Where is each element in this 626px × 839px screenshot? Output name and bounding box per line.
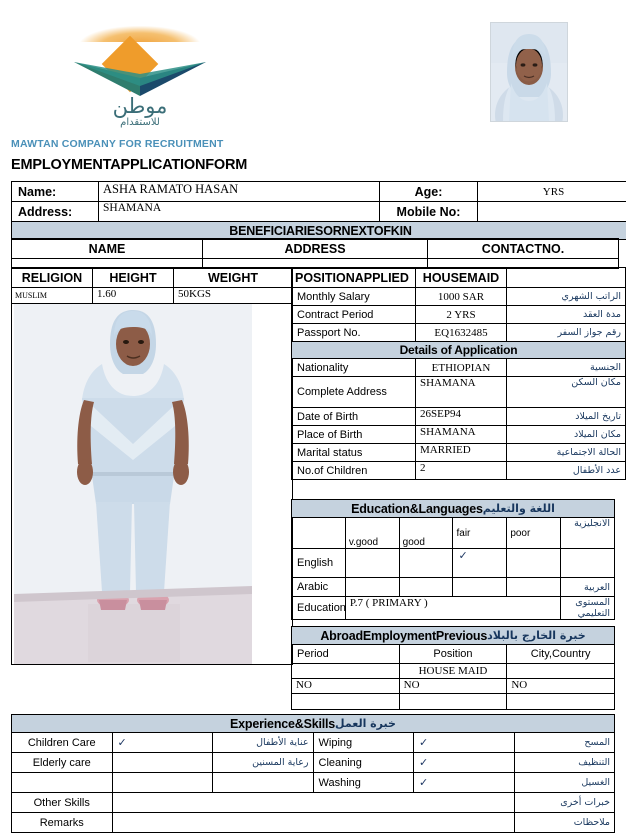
skills-band-ar: خبرة العمل <box>335 717 396 730</box>
beneficiary-col-contact: CONTACTNO. <box>428 239 619 259</box>
weight-value[interactable]: 50KGS <box>174 288 293 304</box>
mobile-label: Mobile No: <box>380 202 478 222</box>
logo-chevron-icon <box>72 56 208 96</box>
address-label: Address: <box>12 202 99 222</box>
wiping-label: Wiping <box>313 733 414 753</box>
place-of-birth-value[interactable]: SHAMANA <box>416 426 507 444</box>
passport-no-row <box>292 324 626 342</box>
abroad-row-3 <box>292 694 615 710</box>
skill-blank-check[interactable] <box>112 773 213 793</box>
mobile-value[interactable] <box>478 202 626 222</box>
passport-no-value[interactable]: EQ1632485 <box>416 324 507 342</box>
skills-band-en: Experience&Skills <box>230 716 336 731</box>
rating-header-row <box>292 518 615 549</box>
education-band-en: Education&Languages <box>351 501 483 516</box>
abroad-position-1[interactable]: HOUSE MAID <box>399 664 507 679</box>
monthly-salary-label: Monthly Salary <box>292 288 416 306</box>
other-skills-label: Other Skills <box>12 793 113 813</box>
experience-skills-table <box>11 714 615 833</box>
skills-band-row <box>12 715 615 733</box>
education-level-row <box>292 597 615 620</box>
place-of-birth-label: Place of Birth <box>292 426 416 444</box>
full-body-photo-cell <box>12 304 293 665</box>
contract-period-row <box>292 306 626 324</box>
date-of-birth-value[interactable]: 26SEP94 <box>416 408 507 426</box>
skills-band <box>12 715 615 733</box>
age-label: Age: <box>380 182 478 202</box>
details-band-row <box>292 342 626 359</box>
education-languages-table <box>291 499 615 620</box>
skills-row-3 <box>12 773 615 793</box>
applicant-photo-head <box>490 22 568 122</box>
position-applied-value[interactable]: HOUSEMAID <box>416 268 507 288</box>
arabic-row <box>292 578 615 597</box>
abroad-col-position: Position <box>399 645 507 664</box>
monthly-salary-arabic: الراتب الشهري <box>507 288 626 306</box>
religion-value[interactable]: MUSLIM <box>12 288 93 304</box>
marital-status-label: Marital status <box>292 444 416 462</box>
abroad-position-2[interactable]: NO <box>399 679 507 694</box>
abroad-city-1[interactable] <box>507 664 615 679</box>
abroad-position-3[interactable] <box>399 694 507 710</box>
beneficiary-col-address: ADDRESS <box>203 239 428 259</box>
abroad-period-3[interactable] <box>292 694 400 710</box>
other-skills-value[interactable] <box>112 793 514 813</box>
arabic-poor-cell[interactable] <box>507 578 561 597</box>
education-band-row <box>292 500 615 518</box>
wiping-check[interactable]: ✓ <box>414 733 515 753</box>
weight-label: WEIGHT <box>174 268 293 288</box>
place-of-birth-row <box>292 426 626 444</box>
rating-col-vgood: v.good <box>345 518 399 549</box>
address-value[interactable]: SHAMANA <box>99 202 380 222</box>
height-label: HEIGHT <box>93 268 174 288</box>
english-poor-cell[interactable] <box>507 549 561 578</box>
position-table <box>291 267 626 480</box>
abroad-col-city: City,Country <box>507 645 615 664</box>
nationality-value[interactable]: ETHIOPIAN <box>416 359 507 377</box>
washing-arabic: الغسيل <box>514 773 615 793</box>
other-skills-arabic: خبرات أخرى <box>514 793 615 813</box>
abroad-row-2 <box>292 679 615 694</box>
height-value[interactable]: 1.60 <box>93 288 174 304</box>
position-applied-arabic <box>507 268 626 288</box>
skill-blank-arabic <box>213 773 314 793</box>
marital-status-value[interactable]: MARRIED <box>416 444 507 462</box>
beneficiaries-table <box>11 238 619 269</box>
abroad-band-ar: خبرة الخارج بالبلاد <box>487 629 586 642</box>
no-of-children-arabic: عدد الأطفال <box>507 462 626 480</box>
english-good-cell[interactable] <box>399 549 453 578</box>
nationality-label: Nationality <box>292 359 416 377</box>
english-arabic-label: الانجليزية <box>561 518 615 549</box>
abroad-city-3[interactable] <box>507 694 615 710</box>
beneficiaries-band: BENEFICIARIESORNEXTOFKIN <box>12 222 626 240</box>
date-of-birth-label: Date of Birth <box>292 408 416 426</box>
elderly-care-arabic: رعاية المسنين <box>213 753 314 773</box>
no-of-children-label: No.of Children <box>292 462 416 480</box>
abroad-header-row <box>292 645 615 664</box>
logo-arc-shape <box>80 26 200 42</box>
elderly-care-label: Elderly care <box>12 753 113 773</box>
other-skills-row <box>12 793 615 813</box>
cleaning-label: Cleaning <box>313 753 414 773</box>
passport-no-arabic: رقم جواز السفر <box>507 324 626 342</box>
physical-value-row <box>12 288 293 304</box>
children-care-label: Children Care <box>12 733 113 753</box>
page-title: EMPLOYMENTAPPLICATIONFORM <box>11 157 248 173</box>
physical-attributes-table <box>11 267 293 665</box>
children-care-check[interactable]: ✓ <box>112 733 213 753</box>
personal-info-table <box>11 181 626 240</box>
english-vgood-cell[interactable] <box>345 549 399 578</box>
position-applied-label: POSITIONAPPLIED <box>292 268 416 288</box>
no-of-children-row <box>292 462 626 480</box>
children-care-arabic: عناية الأطفال <box>213 733 314 753</box>
nationality-arabic: الجنسية <box>507 359 626 377</box>
position-applied-row <box>292 268 626 288</box>
complete-address-row <box>292 377 626 408</box>
abroad-band-en: AbroadEmploymentPrevious <box>320 628 488 643</box>
washing-check[interactable]: ✓ <box>414 773 515 793</box>
name-value[interactable]: ASHA RAMATO HASAN <box>99 182 380 202</box>
date-of-birth-arabic: تاريخ الميلاد <box>507 408 626 426</box>
company-name: MAWTAN COMPANY FOR RECRUITMENT <box>11 138 224 150</box>
table-row-name <box>12 182 626 202</box>
passport-no-label: Passport No. <box>292 324 416 342</box>
arabic-row-arabic: العربية <box>561 578 615 597</box>
table-row-address <box>12 202 626 222</box>
abroad-band <box>292 627 615 645</box>
rating-col-poor: poor <box>507 518 561 549</box>
education-level-label: Education <box>292 597 346 620</box>
arabic-label: Arabic <box>292 578 346 597</box>
name-label: Name: <box>12 182 99 202</box>
remarks-row <box>12 813 615 833</box>
english-row-arabic <box>561 549 615 578</box>
date-of-birth-row <box>292 408 626 426</box>
skills-row-1 <box>12 733 615 753</box>
rating-col-fair: fair <box>453 518 507 549</box>
rating-col-good: good <box>399 518 453 549</box>
religion-label: RELIGION <box>12 268 93 288</box>
complete-address-label: Complete Address <box>292 377 416 408</box>
marital-status-arabic: الحالة الاجتماعية <box>507 444 626 462</box>
company-logo <box>66 22 214 126</box>
form-header <box>0 0 626 173</box>
physical-header-row <box>12 268 293 288</box>
complete-address-arabic: مكان السكن <box>507 377 626 408</box>
abroad-period-1[interactable] <box>292 664 400 679</box>
abroad-band-row <box>292 627 615 645</box>
monthly-salary-row <box>292 288 626 306</box>
english-fair-check[interactable]: ✓ <box>453 549 507 578</box>
cleaning-arabic: التنظيف <box>514 753 615 773</box>
marital-status-row <box>292 444 626 462</box>
place-of-birth-arabic: مكان الميلاد <box>507 426 626 444</box>
arabic-vgood-cell[interactable] <box>345 578 399 597</box>
arabic-good-cell[interactable] <box>399 578 453 597</box>
full-body-photo-row <box>12 304 293 665</box>
age-value[interactable]: YRS <box>478 182 626 202</box>
elderly-care-check[interactable] <box>112 753 213 773</box>
skills-row-2 <box>12 753 615 773</box>
remarks-value[interactable] <box>112 813 514 833</box>
abroad-col-period: Period <box>292 645 400 664</box>
cleaning-check[interactable]: ✓ <box>414 753 515 773</box>
abroad-row-1 <box>292 664 615 679</box>
skill-blank-label <box>12 773 113 793</box>
rating-blank-cell <box>292 518 346 549</box>
beneficiaries-band-row <box>12 222 626 240</box>
remarks-arabic: ملاحظات <box>514 813 615 833</box>
education-level-value[interactable]: P.7 ( PRIMARY ) <box>345 597 560 620</box>
abroad-employment-table <box>291 626 615 710</box>
remarks-label: Remarks <box>12 813 113 833</box>
contract-period-value[interactable]: 2 YRS <box>416 306 507 324</box>
contract-period-arabic: مدة العقد <box>507 306 626 324</box>
english-row <box>292 549 615 578</box>
logo-arabic-name: موطن <box>112 94 168 118</box>
nationality-row <box>292 359 626 377</box>
abroad-city-2[interactable]: NO <box>507 679 615 694</box>
applicant-photo-full <box>14 304 252 664</box>
abroad-period-2[interactable]: NO <box>292 679 400 694</box>
beneficiaries-header-row <box>12 239 619 259</box>
english-label: English <box>292 549 346 578</box>
education-level-arabic: المستوى التعليمي <box>561 597 615 620</box>
logo-arabic-tagline: للاستقدام <box>120 117 160 128</box>
complete-address-value[interactable]: SHAMANA <box>416 377 507 408</box>
contract-period-label: Contract Period <box>292 306 416 324</box>
no-of-children-value[interactable]: 2 <box>416 462 507 480</box>
wiping-arabic: المسح <box>514 733 615 753</box>
monthly-salary-value[interactable]: 1000 SAR <box>416 288 507 306</box>
arabic-fair-cell[interactable] <box>453 578 507 597</box>
education-band <box>292 500 615 518</box>
education-band-ar: اللغة والتعليم <box>482 502 555 515</box>
washing-label: Washing <box>313 773 414 793</box>
details-band: Details of Application <box>292 342 626 359</box>
beneficiary-col-name: NAME <box>12 239 203 259</box>
